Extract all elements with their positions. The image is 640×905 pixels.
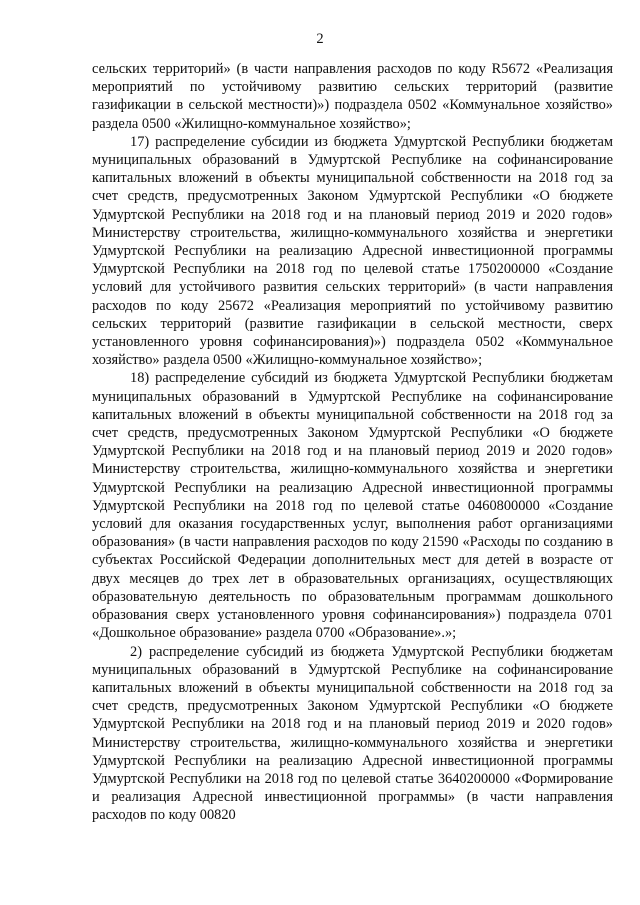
paragraph-item-17: 17) распределение субсидии из бюджета Удмуртской Республики бюджетам муниципальных образований в Удмуртской Республике на софинансирование капитальных вложений в объекты муниципальной собственности на 2018 год за счет средств, предусмотренных Законом Удмуртской Республики «О бюджете Удмуртской Республики на 2018 год и на плановый период 2019 и 2020 годов» Министерству строительства, жилищно-коммунального хозяйства и энергетики Удмуртской Республики на реализацию Адресной инвестиционной программы Удмуртской Республики на 2018 год по целевой статье 1750200000 «Создание условий для устойчивого развития сельских территорий» (в части направления расходов по коду 25672 «Реализация мероприятий по устойчивому развитию сельских территорий (развитие газификации в сельской местности, сверх установленного уровня софинансирования)») подраздела 0502 «Коммунальное хозяйство» раздела 0500 «Жилищно-коммунальное хозяйство»; [92,133,613,369]
document-body [92,60,613,825]
paragraph-item-2: 2) распределение субсидий из бюджета Удмуртской Республики бюджетам муниципальных образований в Удмуртской Республике на софинансирование капитальных вложений в объекты муниципальной собственности на 2018 год за счет средств, предусмотренных Законом Удмуртской Республики «О бюджете Удмуртской Республики на 2018 год и на плановый период 2019 и 2020 годов» Министерству строительства, жилищно-коммунального хозяйства и энергетики Удмуртской Республики на реализацию Адресной инвестиционной программы Удмуртской Республики на 2018 год по целевой статье 3640200000 «Формирование и реализация Адресной инвестиционной программы» (в части направления расходов по коду 00820 [92,643,613,824]
paragraph-continuation: сельских территорий» (в части направления расходов по коду R5672 «Реализация мероприятий по устойчивому развитию сельских территорий (развитие газификации в сельской местности)») подраздела 0502 «Коммунальное хозяйство» раздела 0500 «Жилищно-коммунальное хозяйство»; [92,61,613,132]
page-number: 2 [316,31,324,47]
paragraph-item-18: 18) распределение субсидий из бюджета Удмуртской Республики бюджетам муниципальных образований в Удмуртской Республике на софинансирование капитальных вложений в объекты муниципальной собственности на 2018 год за счет средств, предусмотренных Законом Удмуртской Республики «О бюджете Удмуртской Республики на 2018 год и на плановый период 2019 и 2020 годов» Министерству строительства, жилищно-коммунального хозяйства и энергетики Удмуртской Республики на реализацию Адресной инвестиционной программы Удмуртской Республики на 2018 год по целевой статье 0460800000 «Создание условий для оказания государственных услуг, выполнения работ организациями образования» (в части направления расходов по коду 21590 «Расходы по созданию в субъектах Российской Федерации дополнительных мест для детей в возрасте от двух месяцев до трех лет в образовательных организациях, осуществляющих образовательную деятельность по образовательным программам дошкольного образования сверх установленного уровня софинансирования») подраздела 0701 «Дошкольное образование» раздела 0700 «Образование».»; [92,370,613,642]
